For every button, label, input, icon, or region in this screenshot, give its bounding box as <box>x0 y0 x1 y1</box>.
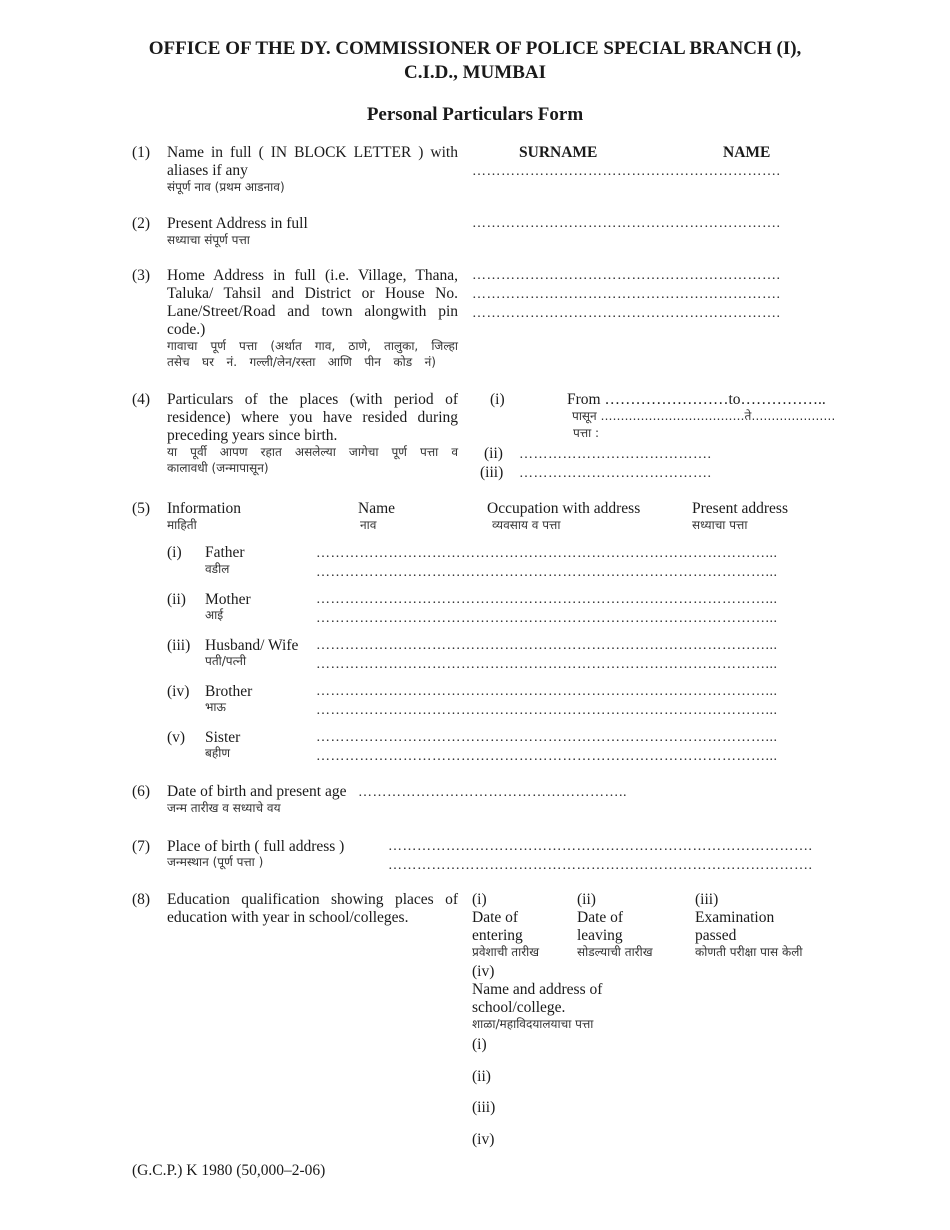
q4-pasun-line: पासून ………………………………ते………………… <box>572 409 836 423</box>
q8-col3-line1: Examination <box>695 909 775 926</box>
q4-patta-label: पत्ता : <box>573 426 600 440</box>
q8-col1-number: (i) <box>472 891 487 908</box>
q5-brother-line-1[interactable]: …………………………………………………………………………………... <box>316 684 778 699</box>
q3-number: (3) <box>132 267 151 284</box>
q8-col3-marathi: कोणती परीक्षा पास केली <box>695 945 803 959</box>
q3-answer-line-1[interactable]: ………………………………………………………. <box>472 268 781 283</box>
q5-row-label: Husband/ Wife <box>205 637 299 654</box>
q3-answer-line-3[interactable]: ………………………………………………………. <box>472 306 781 321</box>
q4-label-line1: Particulars of the places (with period of <box>167 391 458 408</box>
q8-col3-line2: passed <box>695 927 737 944</box>
q8-col4-line2: school/college. <box>472 999 566 1016</box>
q6-answer-line[interactable]: ……………………………………………….. <box>358 785 627 800</box>
q1-number: (1) <box>132 144 151 161</box>
q4-iii-answer-line[interactable]: …………………………………. <box>519 466 712 481</box>
footer-print-code: (G.C.P.) K 1980 (50,000–2-06) <box>132 1162 326 1179</box>
q1-name-header: NAME <box>723 144 771 161</box>
q7-answer-line-2[interactable]: ……………………………………………………………………………. <box>388 858 813 873</box>
q8-label-line1: Education qualification showing places of <box>167 891 458 908</box>
q8-entry-ii[interactable]: (ii) <box>472 1068 491 1085</box>
q6-number: (6) <box>132 783 151 800</box>
q1-marathi: संपूर्ण नाव (प्रथम आडनाव) <box>167 180 285 194</box>
q3-marathi-line2: तसेच घर नं. गल्ली/लेन/रस्ता आणि पीन कोड नं) <box>167 355 436 369</box>
q5-row-marathi: बहीण <box>205 746 231 760</box>
q8-col4-number: (iv) <box>472 963 495 980</box>
q5-row-marathi: पती/पत्नी <box>205 654 247 668</box>
q4-label-line2: residence) where you have resided during <box>167 409 458 426</box>
q3-marathi-line1: गावाचा पूर्ण पत्ता (अर्थात गाव, ठाणे, तालुका, जिल्हा <box>167 339 458 353</box>
q4-iii-number: (iii) <box>480 464 504 481</box>
q5-row-number: (ii) <box>167 591 186 608</box>
q4-marathi-line2: कालावधी (जन्मापासून) <box>167 461 269 475</box>
q2-marathi: सध्याचा संपूर्ण पत्ता <box>167 233 250 247</box>
q2-answer-line[interactable]: ………………………………………………………. <box>472 216 781 231</box>
q8-col2-number: (ii) <box>577 891 596 908</box>
q5-father-line-1[interactable]: …………………………………………………………………………………... <box>316 546 778 561</box>
q5-number: (5) <box>132 500 151 517</box>
q5-row-marathi: भाऊ <box>205 700 226 714</box>
q8-col2-line2: leaving <box>577 927 623 944</box>
q2-number: (2) <box>132 215 151 232</box>
q5-sister-line-1[interactable]: …………………………………………………………………………………... <box>316 730 778 745</box>
q5-row-marathi: आई <box>205 608 224 622</box>
q6-marathi: जन्म तारीख व सध्याचे वय <box>167 801 281 815</box>
q8-col3-number: (iii) <box>695 891 719 908</box>
q5-row-number: (iv) <box>167 683 190 700</box>
q5-row-label: Sister <box>205 729 241 746</box>
office-title-line1: OFFICE OF THE DY. COMMISSIONER OF POLICE SPECIAL BRANCH (I), <box>148 38 802 59</box>
q1-surname-header: SURNAME <box>519 144 598 161</box>
q3-answer-line-2[interactable]: ………………………………………………………. <box>472 287 781 302</box>
q8-col4-marathi: शाळा/महाविदयालयाचा पत्ता <box>472 1017 594 1031</box>
q5-occupation-header: Occupation with address <box>487 500 641 517</box>
q4-from-to-line[interactable]: From ……………………to…………….. <box>567 391 826 408</box>
q1-label-line1: Name in full ( IN BLOCK LETTER ) with <box>167 144 458 161</box>
q5-father-line-2[interactable]: …………………………………………………………………………………... <box>316 565 778 580</box>
q8-col4-line1: Name and address of <box>472 981 603 998</box>
q5-information-marathi: माहिती <box>167 518 197 532</box>
q5-row-number: (i) <box>167 544 182 561</box>
form-title: Personal Particulars Form <box>366 104 584 125</box>
q8-number: (8) <box>132 891 151 908</box>
q7-number: (7) <box>132 838 151 855</box>
q8-col1-line1: Date of <box>472 909 519 926</box>
q3-label-line1: Home Address in full (i.e. Village, Thana, <box>167 267 458 284</box>
q5-spouse-line-2[interactable]: …………………………………………………………………………………... <box>316 657 778 672</box>
q5-mother-line-2[interactable]: …………………………………………………………………………………... <box>316 611 778 626</box>
q8-label-line2: education with year in school/colleges. <box>167 909 409 926</box>
q4-label-line3: preceding years since birth. <box>167 427 338 444</box>
q5-row-label: Mother <box>205 591 251 608</box>
q3-label-line4: code.) <box>167 321 206 338</box>
q5-row-number: (iii) <box>167 637 191 654</box>
q5-information-header: Information <box>167 500 242 517</box>
q2-label: Present Address in full <box>167 215 308 232</box>
q5-row-marathi: वडील <box>205 562 230 576</box>
q5-row-label: Father <box>205 544 245 561</box>
q3-label-line2: Taluka/ Tahsil and District or House No. <box>167 285 458 302</box>
q1-label-line2: aliases if any <box>167 162 248 179</box>
q7-answer-line-1[interactable]: ……………………………………………………………………………. <box>388 839 813 854</box>
q8-col1-line2: entering <box>472 927 523 944</box>
q5-row-label: Brother <box>205 683 253 700</box>
q4-i-number: (i) <box>490 391 505 408</box>
q8-col1-marathi: प्रवेशाची तारीख <box>472 945 540 959</box>
q5-occupation-marathi: व्यवसाय व पत्ता <box>492 518 561 532</box>
q4-number: (4) <box>132 391 151 408</box>
q6-label: Date of birth and present age <box>167 783 347 800</box>
q5-mother-line-1[interactable]: …………………………………………………………………………………... <box>316 592 778 607</box>
q8-col2-line1: Date of <box>577 909 624 926</box>
q5-spouse-line-1[interactable]: …………………………………………………………………………………... <box>316 638 778 653</box>
q5-row-number: (v) <box>167 729 186 746</box>
q4-ii-number: (ii) <box>484 445 503 462</box>
q8-entry-iv[interactable]: (iv) <box>472 1131 495 1148</box>
q7-marathi: जन्मस्थान (पूर्ण पत्ता ) <box>167 855 264 869</box>
q8-entry-iii[interactable]: (iii) <box>472 1099 496 1116</box>
q5-brother-line-2[interactable]: …………………………………………………………………………………... <box>316 703 778 718</box>
office-title-line2: C.I.D., MUMBAI <box>404 62 546 83</box>
q5-name-marathi: नाव <box>360 518 377 532</box>
q8-col2-marathi: सोडल्याची तारीख <box>577 945 653 959</box>
q3-label-line3: Lane/Street/Road and town alongwith pin <box>167 303 458 320</box>
q4-ii-answer-line[interactable]: …………………………………. <box>519 447 712 462</box>
q7-label: Place of birth ( full address ) <box>167 838 345 855</box>
q8-entry-i[interactable]: (i) <box>472 1036 487 1053</box>
q1-answer-line[interactable]: ………………………………………………………. <box>472 164 781 179</box>
q5-present-address-header: Present address <box>692 500 788 517</box>
q5-present-address-marathi: सध्याचा पत्ता <box>692 518 748 532</box>
q5-sister-line-2[interactable]: …………………………………………………………………………………... <box>316 749 778 764</box>
q5-name-header: Name <box>358 500 396 517</box>
q4-marathi-line1: या पूर्वी आपण रहात असलेल्या जागेचा पूर्ण पत्ता व <box>167 445 458 459</box>
